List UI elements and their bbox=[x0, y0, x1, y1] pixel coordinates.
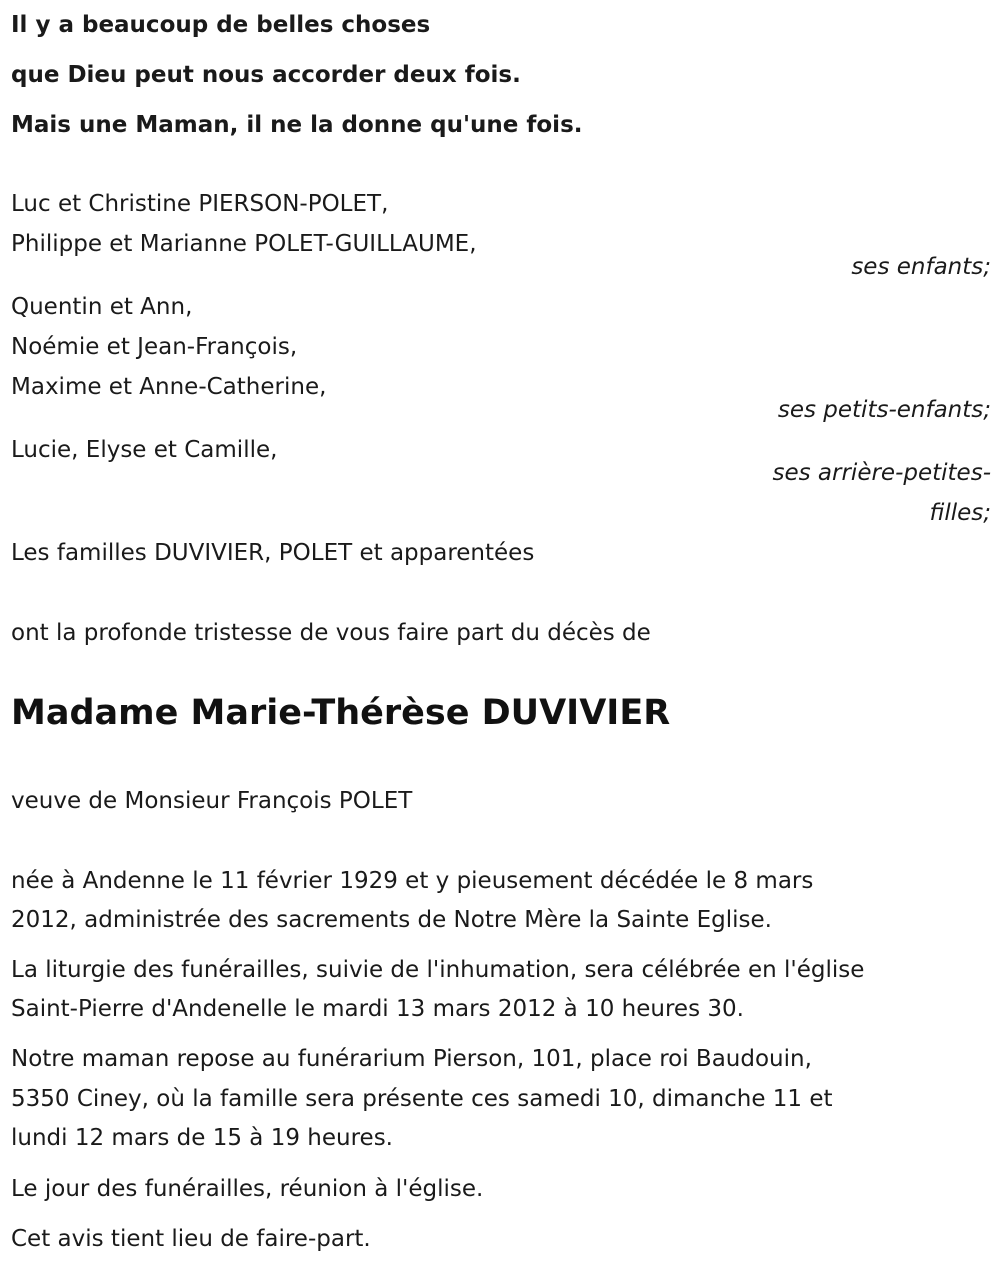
poem-line-1: Il y a beaucoup de belles choses bbox=[11, 12, 431, 38]
grandchild-name-3: Maxime et Anne-Catherine, bbox=[11, 374, 327, 400]
liturgy-line-1: La liturgie des funérailles, suivie de l'inhumation, sera célébrée en l'église bbox=[11, 957, 865, 983]
widow-of-line: veuve de Monsieur François POLET bbox=[11, 788, 413, 814]
grandchild-name-1: Quentin et Ann, bbox=[11, 294, 193, 320]
child-name-2: Philippe et Marianne POLET-GUILLAUME, bbox=[11, 231, 477, 257]
liturgy-line-2: Saint-Pierre d'Andenelle le mardi 13 mars 2012 à 10 heures 30. bbox=[11, 996, 744, 1022]
poem-line-3: Mais une Maman, il ne la donne qu'une fois. bbox=[11, 112, 583, 138]
children-relation: ses enfants; bbox=[851, 254, 991, 280]
child-name-1: Luc et Christine PIERSON-POLET, bbox=[11, 191, 389, 217]
notice-line: Cet avis tient lieu de faire-part. bbox=[11, 1226, 371, 1252]
meeting-line: Le jour des funérailles, réunion à l'église. bbox=[11, 1176, 484, 1202]
great-grandchild-names: Lucie, Elyse et Camille, bbox=[11, 437, 278, 463]
poem-line-2: que Dieu peut nous accorder deux fois. bbox=[11, 62, 521, 88]
rest-line-1: Notre maman repose au funérarium Pierson, 101, place roi Baudouin, bbox=[11, 1046, 812, 1072]
rest-line-3: lundi 12 mars de 15 à 19 heures. bbox=[11, 1125, 393, 1151]
obituary-notice bbox=[11, 0, 991, 1275]
deceased-name: Madame Marie-Thérèse DUVIVIER bbox=[11, 693, 671, 733]
families-line: Les familles DUVIVIER, POLET et apparentées bbox=[11, 540, 535, 566]
great-grandchildren-relation-line-2: filles; bbox=[929, 500, 991, 526]
birth-line-2: 2012, administrée des sacrements de Notre Mère la Sainte Eglise. bbox=[11, 907, 772, 933]
birth-line-1: née à Andenne le 11 février 1929 et y pieusement décédée le 8 mars bbox=[11, 868, 814, 894]
grandchild-name-2: Noémie et Jean-François, bbox=[11, 334, 298, 360]
grandchildren-relation: ses petits-enfants; bbox=[777, 397, 991, 423]
announcement-line: ont la profonde tristesse de vous faire part du décès de bbox=[11, 620, 651, 646]
rest-line-2: 5350 Ciney, où la famille sera présente ces samedi 10, dimanche 11 et bbox=[11, 1086, 833, 1112]
great-grandchildren-relation-line-1: ses arrière-petites- bbox=[772, 460, 991, 486]
